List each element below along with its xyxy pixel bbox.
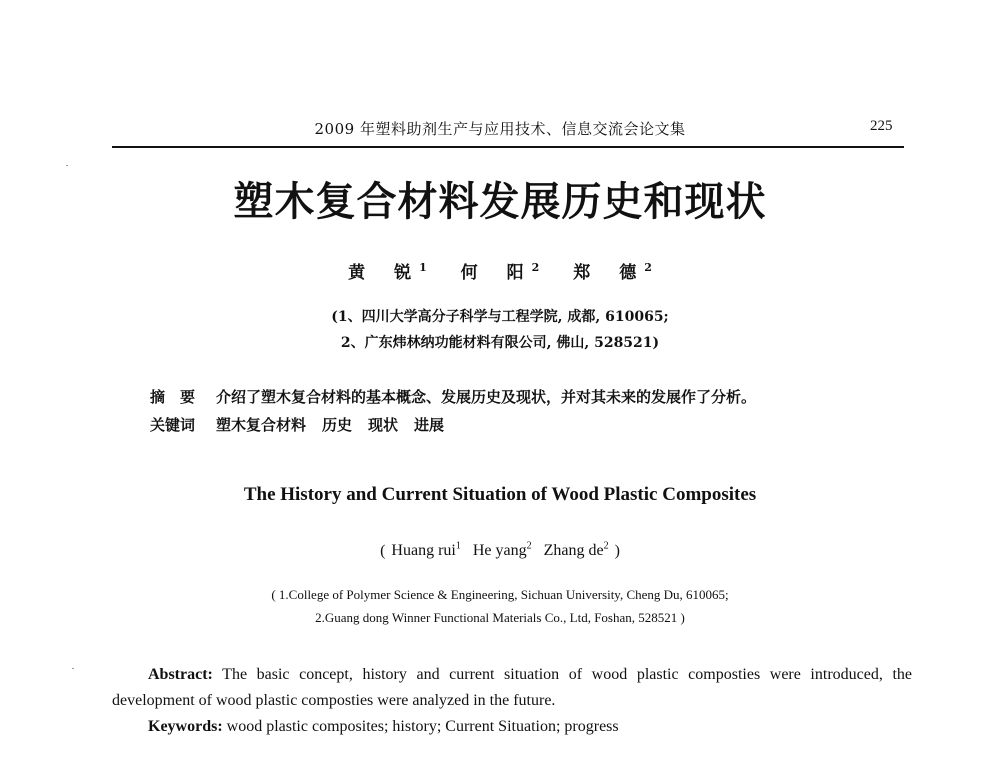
keyword-zh: 现状 — [368, 416, 399, 434]
title-en: The History and Current Situation of Wood Plastic Composites — [243, 484, 757, 505]
author-en-sup: 1 — [455, 541, 461, 552]
author-zh — [461, 263, 540, 283]
title-zh: 塑木复合材料发展历史和现状 — [233, 178, 767, 225]
affiliation-en-1: ( 1.College of Polymer Science & Engineering, Sichuan University, Cheng Du, 610065; — [271, 587, 729, 602]
author-zh-sup: 1 — [419, 261, 427, 275]
paren-open: ( — [380, 542, 386, 560]
keywords-en — [148, 718, 619, 736]
keywords-zh — [150, 414, 460, 435]
scan-speck — [66, 165, 68, 166]
author-en-name: Zhang de — [543, 542, 604, 560]
abstract-zh-label: 摘 要 — [150, 388, 196, 406]
author-zh-sup: 2 — [531, 261, 540, 275]
header-rule — [112, 146, 904, 148]
author-en — [544, 542, 609, 559]
keyword-zh: 历史 — [322, 416, 353, 434]
author-en-name: He yang — [472, 542, 527, 560]
author-zh-name: 黄 锐 — [348, 263, 418, 283]
keywords-en-label: Keywords: — [148, 718, 223, 735]
abstract-en-label: Abstract: — [148, 666, 213, 683]
affiliation-en-2: 2.Guang dong Winner Functional Materials Co., Ltd, Foshan, 528521 ) — [315, 610, 685, 625]
paren-close: ) — [614, 542, 620, 560]
author-zh-name: 郑 德 — [573, 263, 643, 283]
author-en — [391, 542, 460, 559]
abstract-zh — [150, 386, 756, 407]
author-zh — [348, 263, 427, 283]
page-number: 225 — [870, 118, 893, 134]
author-en-sup: 2 — [526, 541, 532, 552]
authors-zh — [0, 258, 1000, 283]
keyword-zh: 进展 — [414, 416, 445, 434]
scan-speck — [72, 668, 74, 669]
abstract-en-text: The basic concept, history and current situation of wood plastic composties were introduced, the development of wood plastic composties were analyzed in the future. — [112, 666, 912, 709]
author-zh-name: 何 阳 — [460, 263, 530, 283]
abstract-zh-text: 介绍了塑木复合材料的基本概念、发展历史及现状，并对其未来的发展作了分析。 — [216, 388, 757, 406]
keyword-zh: 塑木复合材料 — [216, 416, 307, 434]
keywords-en-text: wood plastic composites; history; Current Situation; progress — [222, 718, 619, 735]
affiliation-zh-2: 2、广东炜林纳功能材料有限公司, 佛山, 528521) — [340, 335, 660, 351]
author-zh-sup: 2 — [644, 261, 652, 275]
author-en-sup: 2 — [603, 541, 609, 552]
author-en — [473, 542, 532, 559]
author-en-name: Huang rui — [391, 542, 456, 560]
authors-en — [0, 541, 1000, 560]
keywords-zh-label: 关键词 — [150, 416, 196, 434]
abstract-en — [112, 662, 912, 714]
running-head: 2009 年塑料助剂生产与应用技术、信息交流会论文集 — [314, 120, 686, 138]
author-zh — [573, 263, 652, 283]
affiliation-zh-1: (1、四川大学高分子科学与工程学院, 成都, 610065; — [331, 309, 669, 325]
